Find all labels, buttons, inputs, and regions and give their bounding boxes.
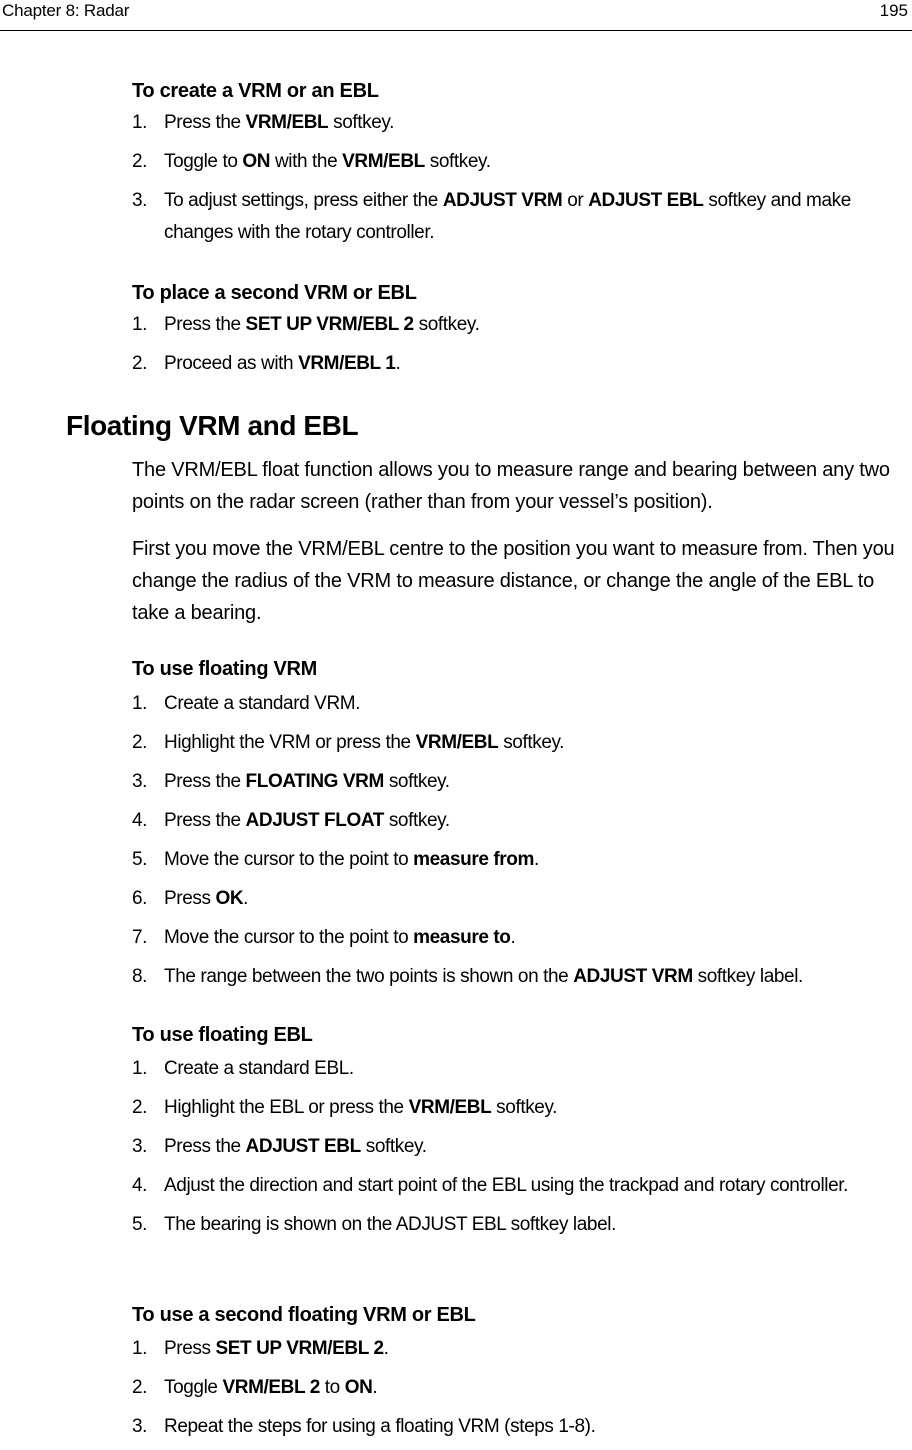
step-number: 8. <box>132 966 148 987</box>
step-text-run: Press the <box>164 771 246 792</box>
step-text-run: softkey. <box>413 314 480 335</box>
softkey-term: OK <box>215 888 244 909</box>
list-item <box>132 1333 892 1365</box>
step-number: 2. <box>132 1097 148 1118</box>
softkey-term: VRM/EBL 2 <box>222 1377 320 1398</box>
step-text <box>164 1131 892 1163</box>
step-text <box>164 107 892 139</box>
list-item <box>132 766 892 798</box>
list-item <box>132 146 892 178</box>
step-number: 2. <box>132 732 148 753</box>
step-text-run: Press the <box>164 810 246 831</box>
steps-second <box>132 309 892 387</box>
step-text-run: . <box>510 927 516 948</box>
list-item <box>132 922 892 954</box>
list-item <box>132 348 892 380</box>
page-header <box>0 0 912 31</box>
step-text-run: Press the <box>164 1136 246 1157</box>
step-text-run: The bearing is shown on the ADJUST EBL softkey label. <box>164 1214 616 1235</box>
step-text-run: . <box>383 1338 389 1359</box>
section-title-float-vrm: To use floating VRM <box>132 658 318 680</box>
page-number: 195 <box>879 1 908 20</box>
step-number: 2. <box>132 151 148 172</box>
step-text-run: softkey label. <box>692 966 803 987</box>
chapter-title: Chapter 8: Radar <box>2 1 130 20</box>
step-text <box>164 922 892 954</box>
step-text-run: . <box>372 1377 378 1398</box>
softkey-term: ADJUST FLOAT <box>245 810 384 831</box>
list-item <box>132 1053 892 1085</box>
step-text <box>164 805 892 837</box>
step-text-run: Highlight the EBL or press the <box>164 1097 409 1118</box>
step-text-run: softkey. <box>360 1136 427 1157</box>
list-item <box>132 1131 892 1163</box>
list-item <box>132 844 892 876</box>
softkey-term: measure to <box>413 927 511 948</box>
step-text-run: To adjust settings, press either the <box>164 190 443 211</box>
step-text <box>164 766 892 798</box>
list-item <box>132 727 892 759</box>
softkey-term: ADJUST VRM <box>442 190 563 211</box>
list-item <box>132 309 892 341</box>
step-text <box>164 961 892 993</box>
list-item <box>132 961 892 993</box>
step-text <box>164 1092 892 1124</box>
list-item <box>132 1209 892 1241</box>
step-text-run: Highlight the VRM or press the <box>164 732 416 753</box>
softkey-term: ADJUST EBL <box>588 190 704 211</box>
step-text-run: . <box>395 353 401 374</box>
softkey-term: VRM/EBL <box>415 732 499 753</box>
step-text <box>164 1053 892 1085</box>
step-text <box>164 1333 892 1365</box>
step-text <box>164 185 892 249</box>
section-title-float-ebl: To use floating EBL <box>132 1024 313 1046</box>
step-text <box>164 1411 892 1443</box>
step-text-run: softkey. <box>328 112 394 133</box>
step-text-run: Toggle to <box>164 151 243 172</box>
step-text <box>164 1170 892 1202</box>
softkey-term: ON <box>344 1377 373 1398</box>
steps-second-float <box>132 1333 892 1450</box>
step-text-run: Toggle <box>164 1377 223 1398</box>
step-text-run: Proceed as with <box>164 353 299 374</box>
list-item <box>132 688 892 720</box>
softkey-term: SET UP VRM/EBL 2 <box>245 314 414 335</box>
step-text <box>164 348 892 380</box>
step-text-run: softkey. <box>498 732 565 753</box>
softkey-term: VRM/EBL <box>408 1097 492 1118</box>
step-text <box>164 146 892 178</box>
list-item <box>132 185 892 249</box>
step-number: 1. <box>132 314 148 335</box>
list-item <box>132 1411 892 1443</box>
paragraph-float-intro: The VRM/EBL float function allows you to measure range and bearing between any two points on the radar screen (rather than from your vessel’s position). <box>132 459 890 513</box>
step-number: 1. <box>132 112 148 133</box>
heading-floating: Floating VRM and EBL <box>66 410 359 441</box>
step-number: 2. <box>132 1377 148 1398</box>
softkey-term: VRM/EBL 1 <box>298 353 396 374</box>
softkey-term: ON <box>242 151 271 172</box>
step-text <box>164 844 892 876</box>
step-text-run: with the <box>270 151 343 172</box>
step-text-run: Move the cursor to the point to <box>164 927 414 948</box>
step-number: 3. <box>132 1136 148 1157</box>
step-text <box>164 883 892 915</box>
step-text <box>164 727 892 759</box>
softkey-term: VRM/EBL <box>342 151 425 172</box>
paragraph-float-method: First you move the VRM/EBL centre to the position you want to measure from. Then you change the radius of the VRM to measure distance, or change the angle of the EBL to take a bearing. <box>132 538 895 624</box>
step-number: 5. <box>132 849 148 870</box>
step-text-run: Adjust the direction and start point of the EBL using the trackpad and rotary controller. <box>164 1175 849 1196</box>
step-number: 1. <box>132 693 148 714</box>
step-text-run: Press <box>164 1338 216 1359</box>
list-item <box>132 805 892 837</box>
step-text <box>164 688 892 720</box>
step-text-run: softkey. <box>383 810 450 831</box>
step-number: 3. <box>132 190 148 211</box>
step-text-run: Press <box>164 888 216 909</box>
softkey-term: SET UP VRM/EBL 2 <box>215 1338 384 1359</box>
step-text-run: Move the cursor to the point to <box>164 849 414 870</box>
step-text-run: softkey. <box>424 151 491 172</box>
step-text-run: softkey and make changes with the rotary controller. <box>164 190 851 243</box>
steps-create <box>132 107 892 256</box>
step-number: 6. <box>132 888 148 909</box>
step-text <box>164 1372 892 1404</box>
step-text-run: softkey. <box>383 771 450 792</box>
step-number: 5. <box>132 1214 148 1235</box>
step-number: 3. <box>132 1416 148 1437</box>
step-number: 3. <box>132 771 148 792</box>
section-title-second: To place a second VRM or EBL <box>132 282 417 304</box>
softkey-term: ADJUST VRM <box>573 966 693 987</box>
steps-float-ebl <box>132 1053 892 1248</box>
step-text <box>164 309 892 341</box>
list-item <box>132 107 892 139</box>
step-number: 7. <box>132 927 148 948</box>
list-item <box>132 1170 892 1202</box>
step-text-run: or <box>562 190 589 211</box>
step-text-run: Repeat the steps for using a floating VRM (steps 1-8). <box>164 1416 596 1437</box>
step-number: 2. <box>132 353 148 374</box>
steps-float-vrm <box>132 688 892 1000</box>
step-text-run: Create a standard EBL. <box>164 1058 354 1079</box>
step-text-run: Press the <box>164 314 246 335</box>
list-item <box>132 883 892 915</box>
section-title-second-float: To use a second floating VRM or EBL <box>132 1304 476 1326</box>
softkey-term: ADJUST EBL <box>245 1136 361 1157</box>
step-text-run: Press the <box>164 112 246 133</box>
list-item <box>132 1092 892 1124</box>
softkey-term: VRM/EBL <box>245 112 329 133</box>
step-text-run: The range between the two points is shown on the <box>164 966 574 987</box>
step-number: 4. <box>132 1175 148 1196</box>
step-text-run: softkey. <box>491 1097 558 1118</box>
list-item <box>132 1372 892 1404</box>
section-title-create: To create a VRM or an EBL <box>132 80 379 102</box>
step-number: 1. <box>132 1338 148 1359</box>
softkey-term: measure from <box>413 849 534 870</box>
step-number: 4. <box>132 810 148 831</box>
step-text-run: to <box>319 1377 345 1398</box>
step-text-run: . <box>243 888 249 909</box>
step-text <box>164 1209 892 1241</box>
step-number: 1. <box>132 1058 148 1079</box>
step-text-run: . <box>534 849 539 870</box>
softkey-term: FLOATING VRM <box>245 771 384 792</box>
step-text-run: Create a standard VRM. <box>164 693 361 714</box>
